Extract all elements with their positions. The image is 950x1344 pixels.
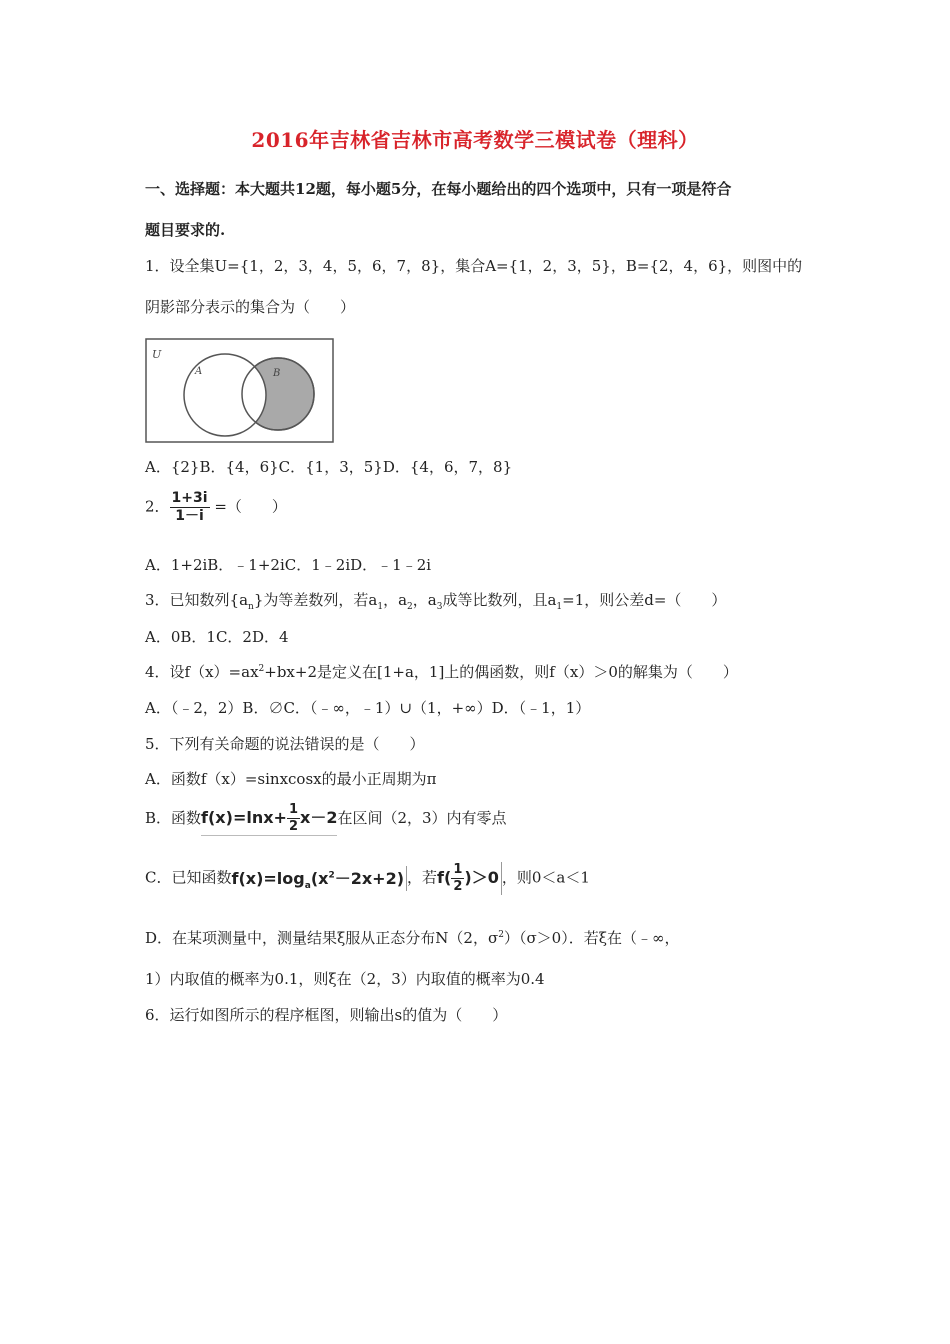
q5-d-line1-a: D．在某项测量中，测量结果ξ服从正态分布N（2，σ [145,929,499,947]
page-title: 2016年吉林省吉林市高考数学三模试卷（理科） [251,128,699,152]
q3-text-c: ，a [383,591,408,609]
q2-numerator: 1+3i [171,490,208,506]
q3-sub-3: 3 [436,602,443,612]
q5-b-fraction [287,802,300,835]
q5-c-formula [231,866,407,891]
q5-b-frac-num: 1 [288,802,298,817]
q5-option-d-line2: 1）内取值的概率为0.1，则ξ在（2，3）内取值的概率为0.4 [145,970,545,988]
venn-svg [145,338,335,444]
q2-fraction [170,490,210,525]
q2-prefix: 2． [145,497,170,516]
q5-c-prefix: C．已知函数 [145,868,232,887]
q5-d-line1-b: ）（σ＞0）．若ξ在（﹣∞， [503,929,680,947]
q5-c-sub: a [304,881,311,892]
q5-b-formula [201,802,337,836]
q5-c-formula-a: f(x)=log [231,868,305,888]
q4-text-b: +bx+2是定义在[1+a，1]上的偶函数，则f（x）＞0的解集为（ ） [264,663,738,681]
q5-c-fraction [451,862,464,895]
q5-c-frac-den: 2 [453,879,463,894]
label-a: A [195,366,203,377]
q5-b-suffix: 在区间（2，3）内有零点 [337,809,507,827]
section-heading-line1: 一、选择题：本大题共12题，每小题5分，在每小题给出的四个选项中，只有一项是符合 [145,180,732,198]
label-b: B [273,368,281,379]
q2-suffix: =（ ） [214,497,287,516]
q3-sub-1b: 1 [556,602,563,612]
q4-text-a: 4．设f（x）=ax [145,663,259,681]
q4-stem [145,661,738,682]
q5-option-a: A．函数f（x）=sinxcosx的最小正周期为π [145,770,437,788]
q2-denominator: 1－i [175,508,204,524]
q5-option-b [145,802,507,836]
q3-text-e: 成等比数列，且a [442,591,557,609]
q3-sub-2: 2 [407,602,413,612]
q5-c-f: f( [437,868,452,887]
q5-b-formula-left: f(x)=lnx+ [201,808,287,827]
q5-d-sup: 2 [498,930,504,940]
q5-c-sup: 2 [328,870,335,881]
q5-b-prefix: B．函数 [145,809,202,827]
q5-stem: 5．下列有关命题的说法错误的是（ ） [145,735,425,753]
q3-text-b: }为等差数列，若a [253,591,378,609]
section-heading-line2: 题目要求的. [145,221,226,239]
q5-c-suffix: ，则0＜a＜1 [501,868,590,887]
q1-stem-line2: 阴影部分表示的集合为（ ） [145,298,356,316]
q5-c-mid: ，若 [407,868,438,887]
label-u: U [152,348,162,361]
q3-stem [145,589,726,612]
q5-c-gt: )＞0 [464,868,499,887]
q3-options: A．0B．1C．2D．4 [145,628,289,646]
q3-text-f: =1，则公差d=（ ） [562,591,727,609]
q5-b-frac-den: 2 [288,819,298,834]
q5-c-formula-b: (x [310,868,329,888]
q3-text-a: 3．已知数列{a [145,591,249,609]
q5-c-condition [437,862,502,895]
q5-option-d-line1 [145,927,679,948]
q2-options: A．1+2iB．﹣1+2iC．1﹣2iD．﹣1﹣2i [145,556,432,574]
q1-options: A．{2}B．{4，6}C．{1，3，5}D．{4，6，7，8} [145,458,513,476]
q4-options: A．（﹣2，2）B．∅C．（﹣∞，﹣1）∪（1，+∞）D．（﹣1，1） [145,699,591,717]
q1-stem-line1: 1．设全集U={1，2，3，4，5，6，7，8}，集合A={1，2，3，5}，B={2，4，6}，则图中的 [145,257,803,275]
q5-option-c [145,862,590,895]
q5-c-formula-c: －2x+2) [334,868,405,888]
q5-b-formula-right: x－2 [300,808,338,827]
q3-sub-1: 1 [377,602,384,612]
q4-sup-2: 2 [258,664,265,674]
venn-diagram [145,338,335,448]
q3-text-d: ，a [412,591,437,609]
q6-stem: 6．运行如图所示的程序框图，则输出s的值为（ ） [145,1006,508,1024]
q3-sub-n: n [248,602,254,612]
q5-c-frac-num: 1 [453,862,463,877]
q2-stem [145,490,287,525]
